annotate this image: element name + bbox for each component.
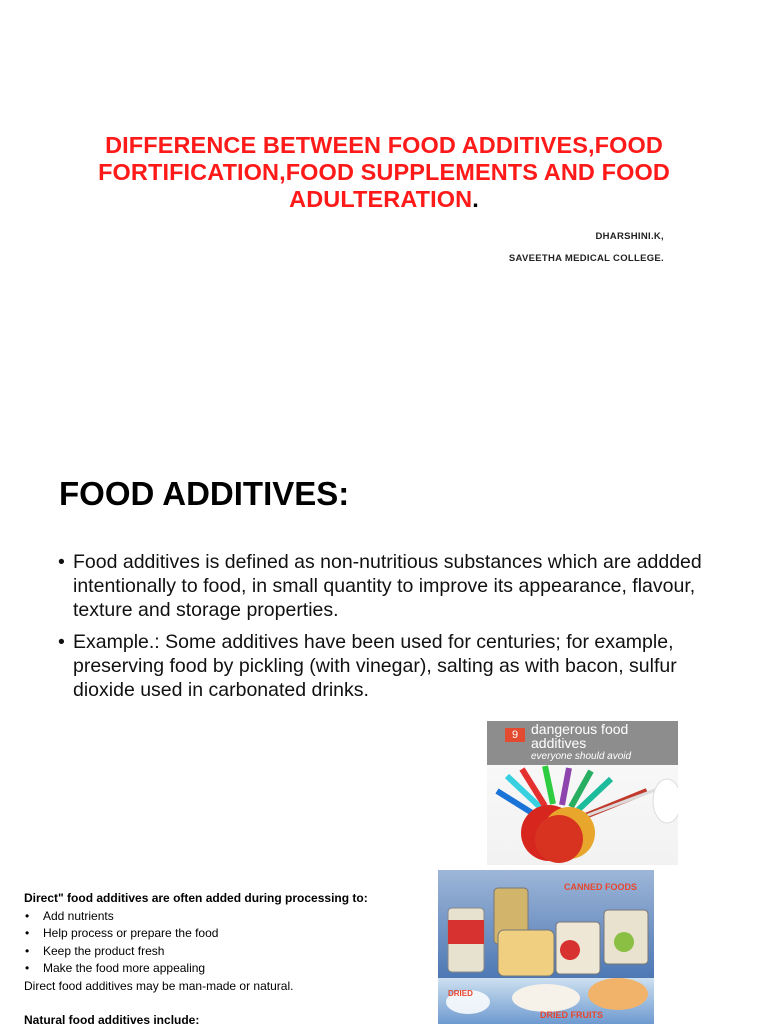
purpose-item: • Add nutrients xyxy=(24,908,424,926)
definition-bullet: • Food additives is defined as non-nutritious substances which are addded intentionally to food, in small quantity to improve its appearance, flavour, texture and storage properties. xyxy=(58,550,708,622)
direct-additives-text xyxy=(24,890,424,1030)
natural-heading: Natural food additives include: xyxy=(24,1013,200,1027)
dried-label: DRIED FRUITS xyxy=(540,1010,603,1020)
slide-title xyxy=(60,132,708,213)
canned-foods-image xyxy=(438,870,654,1024)
direct-intro: Direct" food additives are often added during processing to: xyxy=(24,891,368,905)
apple-syringes-illustration xyxy=(487,721,678,865)
section-heading: FOOD ADDITIVES: xyxy=(59,475,350,512)
can-icons xyxy=(448,888,648,976)
dangerous-additives-image xyxy=(487,721,678,865)
apple-icon xyxy=(521,805,595,863)
banner-line-2: additives xyxy=(531,735,587,751)
definition-list xyxy=(58,550,708,710)
example-bullet: • Example.: Some additives have been used for centuries; for example, preserving food by pickling (with vinegar), salting as with bacon, sulfur dioxide used in carbonated drinks. xyxy=(58,630,708,702)
title-text: DIFFERENCE BETWEEN FOOD ADDITIVES,FOOD FORTIFICATION,FOOD SUPPLEMENTS AND FOOD ADULTERATION xyxy=(98,132,670,212)
glove-icon xyxy=(653,779,678,823)
author-college: SAVEETHA MEDICAL COLLEGE. xyxy=(508,253,664,264)
purpose-item: • Keep the product fresh xyxy=(24,943,424,961)
banner-line-1: dangerous food xyxy=(531,721,629,737)
canned-label: CANNED FOODS xyxy=(564,882,638,892)
banner-line-3: everyone should avoid xyxy=(531,751,632,762)
spacer xyxy=(24,995,424,1012)
purpose-item: • Make the food more appealing xyxy=(24,960,424,978)
direct-purposes-list xyxy=(24,908,424,978)
direct-note: Direct food additives may be man-made or natural. xyxy=(24,978,294,993)
title-slide xyxy=(0,0,768,440)
author-name: DHARSHINI.K, xyxy=(595,231,664,242)
cans-illustration xyxy=(438,870,654,1024)
dried-fruit-icons xyxy=(446,978,648,1014)
food-additives-slide xyxy=(0,440,768,1027)
dried-small-label: DRIED xyxy=(448,989,473,998)
title-period: . xyxy=(472,186,479,212)
syringe-icons xyxy=(497,766,663,817)
banner-number: 9 xyxy=(505,728,525,742)
purpose-item: • Help process or prepare the food xyxy=(24,925,424,943)
